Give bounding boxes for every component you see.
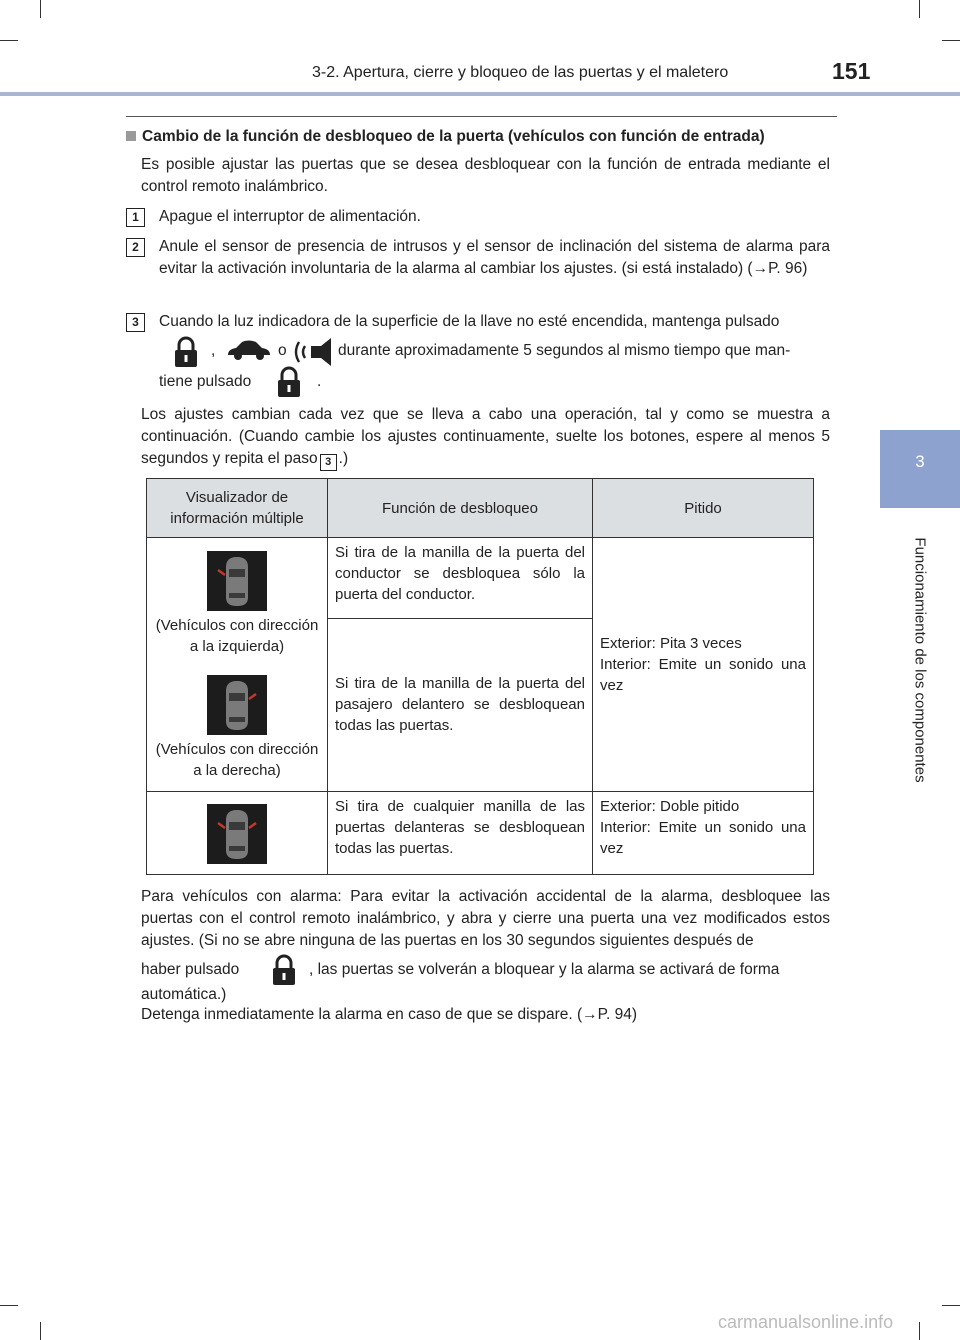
col-header-beep: Pitido [593, 479, 814, 538]
step-number-2: 2 [126, 238, 145, 257]
section-rule [126, 116, 837, 117]
panic-icon [291, 336, 333, 368]
unlock-settings-table [146, 478, 814, 875]
step-number-3: 3 [126, 313, 145, 332]
alarm-stop-note: Detenga inmediatamente la alarma en caso de que se dispare. (→P. 94) [141, 1006, 638, 1023]
step-3-line-2: durante aproximadamente 5 segundos al mismo tiempo que man- [338, 342, 791, 359]
step-3-line-3: tiene pulsado [159, 373, 252, 390]
crop-mark [942, 40, 960, 41]
lock-icon [173, 336, 199, 368]
lock-icon [276, 366, 302, 398]
step-3-line-1: Cuando la luz indicadora de la superficie de la llave no esté encendida, mantenga pulsado [159, 313, 780, 330]
step-ref-3: 3 [320, 454, 337, 471]
caption-right-drive: (Vehículos con dirección a la derecha) [155, 741, 319, 779]
crop-mark [40, 1322, 41, 1340]
intro-paragraph: Es posible ajustar las puertas que se desea desbloquear con la función de entrada mediante el control remoto inalámbrico. [141, 156, 830, 195]
step-number-1: 1 [126, 208, 145, 227]
settings-note [141, 404, 830, 471]
alarm-note-relock: , las puertas se volverán a bloquear y la alarma se activará de forma [309, 961, 780, 978]
page-number: 151 [832, 58, 871, 84]
alarm-note-auto: automática.) [141, 986, 227, 1003]
chapter-tab-number: 3 [915, 452, 925, 471]
watermark: carmanualsonline.info [718, 1312, 894, 1332]
crop-mark [919, 1322, 920, 1340]
step-1-text: Apague el interruptor de alimentación. [159, 208, 421, 225]
settings-note-text: Los ajustes cambian cada vez que se lleva a cabo una operación, tal y como se muestra a continuación. (Cuando cambie los ajustes continuamente, suelte los botones, espere al menos 5 segundos y repita el paso [141, 406, 830, 467]
crop-mark [919, 0, 920, 18]
col-header-display: Visualizador de información múltiple [147, 479, 328, 538]
table-header-row [147, 479, 814, 538]
car-driver-door-lhd-icon [207, 551, 267, 611]
display-cell-driver [147, 538, 328, 792]
table-row [147, 538, 814, 619]
car-driver-door-rhd-icon [207, 675, 267, 735]
display-cell-front-doors [147, 792, 328, 875]
function-passenger-door: Si tira de la manilla de la puerta del pasajero delantero se desbloquean todas las puertas. [328, 618, 593, 791]
step-3-comma: , [211, 342, 216, 359]
chapter-tab[interactable] [880, 430, 960, 508]
col-header-function: Función de desbloqueo [328, 479, 593, 538]
crop-mark [0, 1305, 18, 1306]
alarm-note-text: Para vehículos con alarma: Para evitar la activación accidental de la alarma, desbloquee las puertas con el control remoto inalámbrico, y abra y cierre una puerta una vez modificados estos ajustes. (Si no se abre ninguna de las puertas en los 30 segundos siguientes después de [141, 888, 830, 949]
square-bullet-icon [126, 131, 136, 141]
step-2-text: Anule el sensor de presencia de intrusos y el sensor de inclinación del sistema de alarma para evitar la activación involuntaria de la alarma al cambiar los ajustes. (si está instalado) (→P. 96) [159, 238, 830, 277]
function-front-doors: Si tira de cualquier manilla de las puertas delanteras se desbloquean todas las puertas. [328, 792, 593, 875]
alarm-note-pressed: haber pulsado [141, 961, 240, 978]
section-title-text: Cambio de la función de desbloqueo de la puerta (vehículos con función de entrada) [142, 128, 765, 145]
step-3-or: o [278, 342, 287, 359]
beep-front-doors: Exterior: Doble pitido Interior: Emite un sonido una vez [593, 792, 814, 875]
lock-icon [271, 954, 297, 986]
step-3-period: . [317, 373, 322, 390]
caption-left-drive: (Vehículos con dirección a la izquierda) [155, 617, 319, 655]
trunk-icon [226, 339, 272, 361]
section-title [126, 128, 765, 146]
function-driver-door: Si tira de la manilla de la puerta del conductor se desbloquea sólo la puerta del conductor. [328, 538, 593, 619]
settings-note-end: .) [338, 450, 349, 467]
crop-mark [40, 0, 41, 18]
crop-mark [0, 40, 18, 41]
chapter-side-label: Funcionamiento de los componentes [911, 537, 929, 783]
car-front-doors-icon [207, 804, 267, 864]
chapter-title: 3-2. Apertura, cierre y bloqueo de las puertas y el maletero [312, 64, 729, 81]
crop-mark [942, 1305, 960, 1306]
table-row [147, 792, 814, 875]
beep-driver-door: Exterior: Pita 3 veces Interior: Emite un sonido una vez [593, 538, 814, 792]
header-rule [0, 92, 960, 96]
